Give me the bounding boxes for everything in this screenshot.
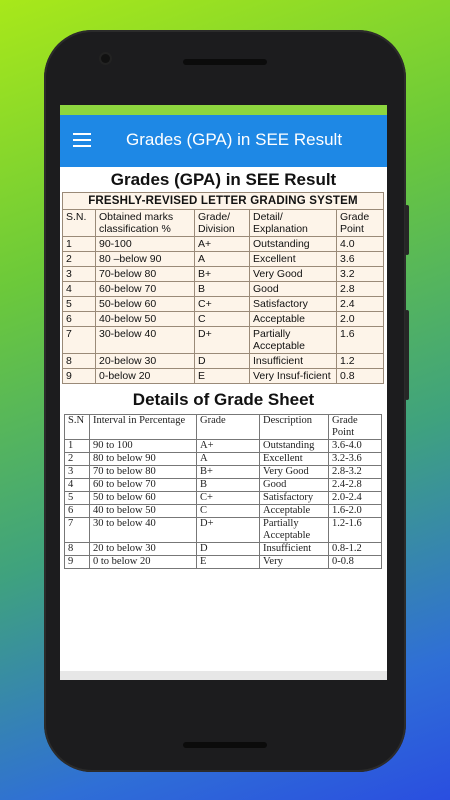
table-cell: C+ [195, 297, 250, 312]
table-cell: 70 to below 80 [90, 466, 197, 479]
table-cell: Very Insuf-ficient [250, 369, 337, 384]
table-cell: 5 [63, 297, 96, 312]
table-cell: 4 [63, 282, 96, 297]
header-marks: Obtained marks classification % [96, 210, 195, 237]
table-cell: Insufficient [250, 354, 337, 369]
table-cell: 9 [65, 556, 90, 569]
table-cell: 80 –below 90 [96, 252, 195, 267]
table-cell: 2 [63, 252, 96, 267]
table-cell: 20 to below 30 [90, 543, 197, 556]
table-cell: 2.8 [337, 282, 384, 297]
content-image [60, 167, 387, 680]
table-row [63, 369, 384, 384]
table-cell: 2.4-2.8 [329, 479, 382, 492]
table-cell: 80 to below 90 [90, 453, 197, 466]
table-row [63, 312, 384, 327]
table-cell: B+ [195, 267, 250, 282]
table-cell: 2.0-2.4 [329, 492, 382, 505]
front-camera [101, 54, 110, 63]
hamburger-menu-icon[interactable] [73, 133, 91, 147]
app-bar [60, 115, 387, 167]
table-cell: 1.6 [337, 327, 384, 354]
table-cell: 60-below 70 [96, 282, 195, 297]
power-button [405, 205, 409, 255]
table-cell: C [195, 312, 250, 327]
table-cell: 2.8-3.2 [329, 466, 382, 479]
table-cell: 1.6-2.0 [329, 505, 382, 518]
screen-bottom [60, 671, 387, 680]
table-row [65, 518, 382, 543]
table-cell: 3.6-4.0 [329, 440, 382, 453]
table-cell: D [195, 354, 250, 369]
table-cell: Acceptable [250, 312, 337, 327]
table-cell: 8 [65, 543, 90, 556]
table-caption: FRESHLY-REVISED LETTER GRADING SYSTEM [63, 193, 384, 210]
table-cell: D+ [197, 518, 260, 543]
header-point: Grade Point [337, 210, 384, 237]
table-row [63, 297, 384, 312]
table-cell: A+ [195, 237, 250, 252]
table-cell: E [195, 369, 250, 384]
table-cell: 0.8-1.2 [329, 543, 382, 556]
table-cell: 6 [63, 312, 96, 327]
table-cell: 0-0.8 [329, 556, 382, 569]
table-cell: 3.6 [337, 252, 384, 267]
table-cell: 7 [63, 327, 96, 354]
table-row [63, 282, 384, 297]
table-cell: 1 [65, 440, 90, 453]
table-cell: Excellent [250, 252, 337, 267]
table-cell: 0 to below 20 [90, 556, 197, 569]
header-sn: S.N [65, 415, 90, 440]
table-row [65, 543, 382, 556]
table-cell: 3 [65, 466, 90, 479]
table-row [65, 479, 382, 492]
table-cell: 4 [65, 479, 90, 492]
header-detail: Detail/ Explanation [250, 210, 337, 237]
header-grade: Grade [197, 415, 260, 440]
table-row [63, 327, 384, 354]
page-title: Grades (GPA) in SEE Result [110, 170, 337, 189]
table-cell: Good [250, 282, 337, 297]
table-cell: 6 [65, 505, 90, 518]
header-grade: Grade/ Division [195, 210, 250, 237]
table-row [63, 267, 384, 282]
section-title: Details of Grade Sheet [132, 390, 315, 409]
table-header-row [65, 415, 382, 440]
table-cell: 8 [63, 354, 96, 369]
app-title: Grades (GPA) in SEE Result [126, 130, 343, 149]
table-cell: 90-100 [96, 237, 195, 252]
status-bar [60, 105, 387, 115]
table-cell: 70-below 80 [96, 267, 195, 282]
table-cell: 3.2 [337, 267, 384, 282]
table-cell: Very Good [250, 267, 337, 282]
table-cell: 90 to 100 [90, 440, 197, 453]
table-cell: E [197, 556, 260, 569]
table-cell: C [197, 505, 260, 518]
header-description: Description [260, 415, 329, 440]
table-cell: A+ [197, 440, 260, 453]
table-cell: 2.0 [337, 312, 384, 327]
table-cell: Outstanding [260, 440, 329, 453]
table-cell: 40-below 50 [96, 312, 195, 327]
table-row [65, 556, 382, 569]
header-grade-point: Grade Point [329, 415, 382, 440]
table-cell: A [195, 252, 250, 267]
table-cell: 20-below 30 [96, 354, 195, 369]
table-row [65, 440, 382, 453]
table-cell: 3 [63, 267, 96, 282]
table-cell: Satisfactory [250, 297, 337, 312]
table-cell: Acceptable [260, 505, 329, 518]
table-row [65, 505, 382, 518]
table-cell: 4.0 [337, 237, 384, 252]
table-cell: 0-below 20 [96, 369, 195, 384]
table-cell: D [197, 543, 260, 556]
table-cell: D+ [195, 327, 250, 354]
table-cell: Partially Acceptable [260, 518, 329, 543]
table-row [63, 252, 384, 267]
table-cell: B [195, 282, 250, 297]
table-cell: Excellent [260, 453, 329, 466]
table-cell: 2 [65, 453, 90, 466]
table-cell: A [197, 453, 260, 466]
table-cell: 1.2 [337, 354, 384, 369]
table-row [65, 453, 382, 466]
table-row [65, 466, 382, 479]
table-cell: B [197, 479, 260, 492]
table-cell: 7 [65, 518, 90, 543]
header-sn: S.N. [63, 210, 96, 237]
table-row [63, 354, 384, 369]
table-cell: 3.2-3.6 [329, 453, 382, 466]
table-cell: Good [260, 479, 329, 492]
table-cell: 1.2-1.6 [329, 518, 382, 543]
table-row [65, 492, 382, 505]
volume-button [405, 310, 409, 400]
table-cell: 2.4 [337, 297, 384, 312]
table-cell: Partially Acceptable [250, 327, 337, 354]
table-header-row [63, 210, 384, 237]
header-interval: Interval in Percentage [90, 415, 197, 440]
table-cell: 30 to below 40 [90, 518, 197, 543]
table-cell: 50-below 60 [96, 297, 195, 312]
table-cell: C+ [197, 492, 260, 505]
table-cell: 40 to below 50 [90, 505, 197, 518]
letter-grading-table [62, 192, 384, 384]
table-cell: 60 to below 70 [90, 479, 197, 492]
table-row [63, 237, 384, 252]
screen [60, 105, 387, 680]
table-cell: 30-below 40 [96, 327, 195, 354]
table-cell: Very Good [260, 466, 329, 479]
table-cell: 50 to below 60 [90, 492, 197, 505]
table-cell: Insufficient [260, 543, 329, 556]
table-cell: B+ [197, 466, 260, 479]
table-cell: 9 [63, 369, 96, 384]
earpiece-speaker [183, 59, 267, 65]
table-cell: Outstanding [250, 237, 337, 252]
grade-sheet-table [64, 414, 382, 569]
table-cell: Satisfactory [260, 492, 329, 505]
table-cell: Very [260, 556, 329, 569]
bottom-speaker [183, 742, 267, 748]
table-cell: 0.8 [337, 369, 384, 384]
table-cell: 1 [63, 237, 96, 252]
table-cell: 5 [65, 492, 90, 505]
